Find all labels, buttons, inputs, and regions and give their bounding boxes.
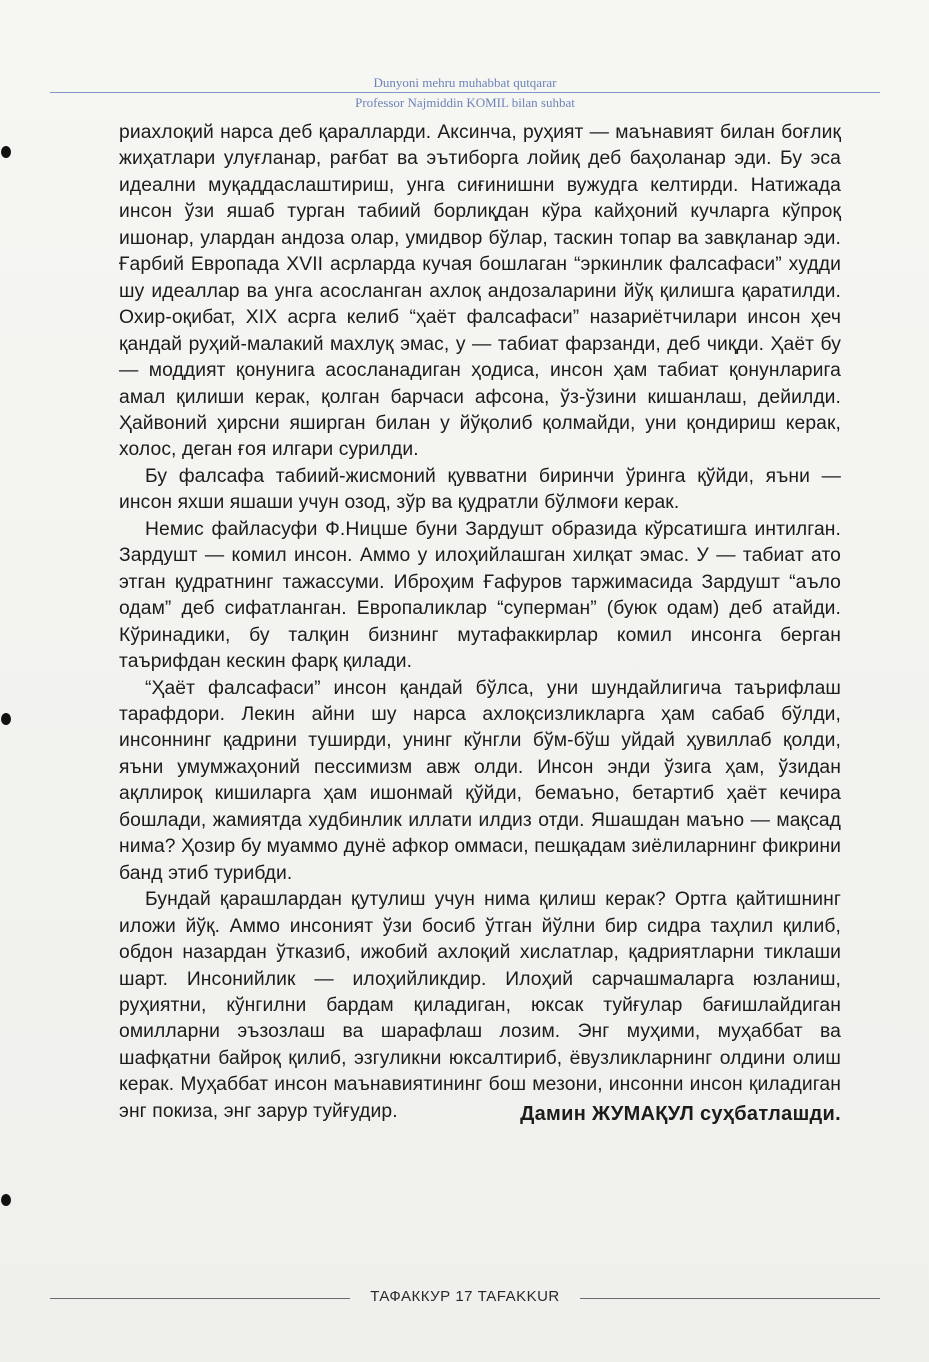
paragraph: Немис файласуфи Ф.Ницше буни Зардушт образида кўрсатишга интилган. Зардушт — комил инсон. Аммо у илоҳийлашган хилқат эмас. У — табиат ато этган қудратнинг тажассуми. Иброҳим Ғафуров таржимасида Зардушт “аъло одам” деб сифатланган. Европаликлар “суперман” (буюк одам) деб атайди. Кўринадики, бу талқин бизнинг мутафаккирлар комил инсонга берган таърифдан кескин фарқ қилади. — [119, 518, 841, 673]
binder-hole — [1, 713, 11, 725]
footer-rule-left — [50, 1298, 350, 1299]
paragraph: “Ҳаёт фалсафаси” инсон қандай бўлса, уни шундайлигича таърифлаш тарафдори. Лекин айни шу нарса ахлоқсизликларга ҳам сабаб бўлди, инсоннинг қадрини туширди, унинг кўнгли бўм-бўш уйдай ҳувиллаб қолди, яъни умумжаҳоний пессимизм авж олди. Инсон энди ўзига ҳам, ўзидан ақллироқ кишиларга ҳам ишонмай қўйди, бемаъно, бетартиб ҳаёт кечира бошлади, жамиятда худбинлик иллати илдиз отди. Яшашдан маъно — мақсад нима? Ҳозир бу муаммо дунё афкор оммаси, пешқадам зиёлиларнинг фикрини банд этиб турибди. — [119, 677, 841, 884]
binder-hole — [1, 1194, 11, 1206]
footer-rule-right — [580, 1298, 880, 1299]
paragraph: Бундай қарашлардан қутулиш учун нима қилиш керак? Ортга қайтишнинг иложи йўқ. Аммо инсоният ўзи босиб ўтган йўлни бир сидра таҳлил қилиб, обдон назардан ўтказиб, ижобий ахлоқий хислатлар, қадриятларни тиклаши шарт. Инсонийлик — илоҳийликдир. Илоҳий сарчашмаларга юзланиш, руҳиятни, кўнгилни бардам қиладиган, юксак туйғулар бағишлайдиган омилларни эъзозлаш ва шарафлаш лозим. Энг муҳими, муҳаббат ва шафқатни байроқ қилиб, эзгуликни юксалтириб, ёвузликларнинг олдини олиш керак. Муҳаббат инсон маънавиятининг бош мезони, инсонни инсон қиладиган энг покиза, энг зарур туйғудир. — [119, 889, 841, 1122]
header-rule — [50, 92, 880, 93]
footer-page-label: ТАФАККУР 17 TAFAKKUR — [370, 1288, 560, 1305]
header-subtitle: Professor Najmiddin KOMIL bilan suhbat — [355, 95, 575, 110]
binder-hole — [1, 146, 11, 158]
paragraph: Бу фалсафа табиий-жисмоний қувватни биринчи ўринга қўйди, яъни — инсон яхши яшаши учун озод, зўр ва қудратли бўлмоғи керак. — [119, 465, 841, 514]
article-body — [119, 120, 841, 1125]
page-footer — [50, 1288, 880, 1308]
running-header — [50, 74, 880, 110]
header-title: Dunyoni mehru muhabbat qutqarar — [373, 75, 557, 90]
paragraph: риахлоқий нарса деб қаралларди. Аксинча, руҳият — маънавият билан боғлиқ жиҳатлари улуғланар, рағбат ва эътиборга лойиқ деб баҳоланар эди. Бу эса идеални муқаддаслаштириш, унга сиғинишни вужудга келтирди. Натижада инсон ўзи яшаб турган табиий борлиқдан кўра кайҳоний кучларга кўпроқ ишонар, улардан андоза олар, умидвор бўлар, таскин топар ва завқланар эди. Ғарбий Европада XVII асрларда кучая бошлаган “эркинлик фалсафаси” худди шу идеаллар ва унга асосланган ахлоқ андозаларини йўқ қилишга қаратилди. Охир-оқибат, XIX асрга келиб “ҳаёт фалсафаси” назариётчилари инсон ҳеч қандай руҳий-малакий махлуқ эмас, у — табиат фарзанди, деб чиқди. Ҳаёт бу — моддият қонунига асосланадиган ҳодиса, инсон ҳам табиат қонунларига амал қилиши керак, қолган барчаси афсона, ўз-ўзини кишанлаш, дейилди. Ҳайвоний ҳирсни яширган билан у йўқолиб қолмайди, уни қондириш керак, холос, деган ғоя илгари сурилди. — [119, 122, 841, 461]
interviewer-signature: Дамин ЖУМАҚУЛ суҳбатлашди. — [520, 1103, 841, 1125]
